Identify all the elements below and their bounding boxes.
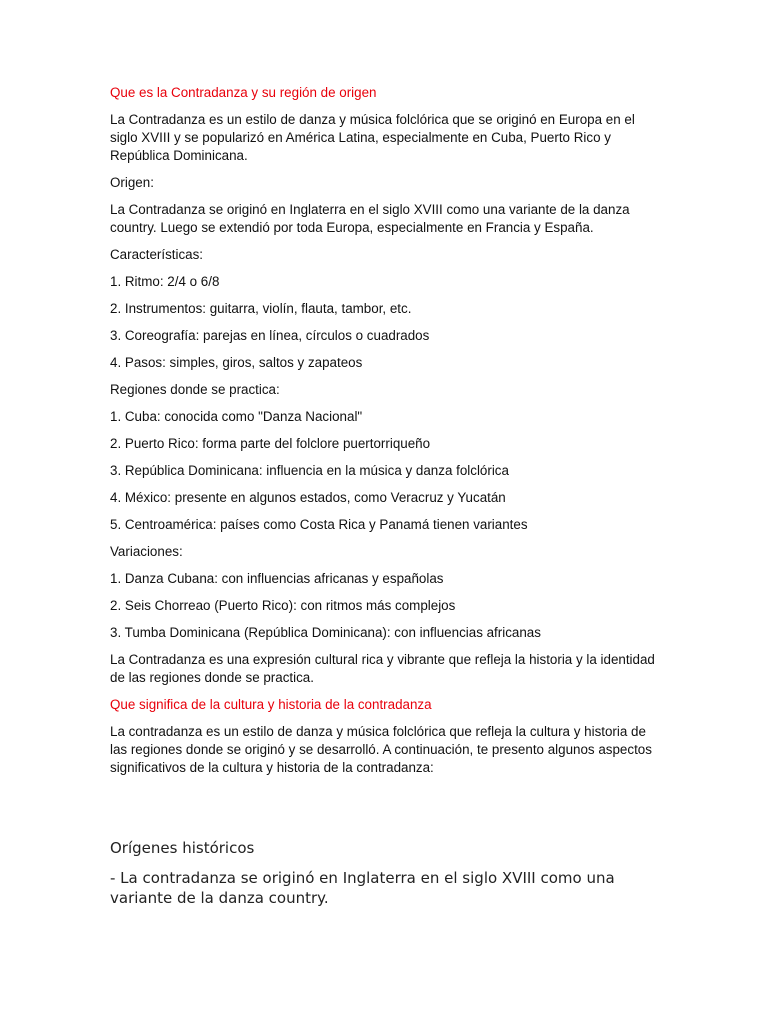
list-item: 1. Cuba: conocida como "Danza Nacional" [110, 409, 363, 424]
regiones-label: Regiones donde se practica: [110, 382, 280, 397]
section-heading-significado: Que significa de la cultura y historia de la contradanza [110, 697, 432, 712]
list-item: 3. Coreografía: parejas en línea, círculos o cuadrados [110, 328, 430, 343]
list-item: 2. Puerto Rico: forma parte del folclore puertorriqueño [110, 436, 431, 451]
intro-paragraph: La Contradanza es un estilo de danza y música folclórica que se originó en Europa en el siglo XVIII y se popularizó en América Latina, especialmente en Cuba, Puerto Rico y República Dominicana. [110, 112, 635, 163]
intro2-paragraph: La contradanza es un estilo de danza y música folclórica que refleja la cultura y historia de las regiones donde se originó y se desarrolló. A continuación, te presento algunos aspectos significativos de la cultura y historia de la contradanza: [110, 724, 652, 775]
list-item: 2. Seis Chorreao (Puerto Rico): con ritmos más complejos [110, 598, 456, 613]
origen-paragraph: La Contradanza se originó en Inglaterra en el siglo XVIII como una variante de la danza country. Luego se extendió por toda Europa, especialmente en Francia y España. [110, 202, 630, 235]
list-item: 5. Centroamérica: países como Costa Rica y Panamá tienen variantes [110, 517, 528, 532]
origen-label: Origen: [110, 175, 154, 190]
origenes-paragraph: - La contradanza se originó en Inglaterra en el siglo XVIII como una variante de la danza country. [110, 869, 615, 907]
variaciones-label: Variaciones: [110, 544, 183, 559]
origenes-heading: Orígenes históricos [110, 839, 255, 857]
list-item: 3. Tumba Dominicana (República Dominicana): con influencias africanas [110, 625, 541, 640]
section-heading-origen: Que es la Contradanza y su región de origen [110, 85, 377, 100]
caracteristicas-label: Características: [110, 247, 204, 262]
list-item: 1. Ritmo: 2/4 o 6/8 [110, 274, 220, 289]
list-item: 1. Danza Cubana: con influencias africanas y españolas [110, 571, 444, 586]
list-item: 4. México: presente en algunos estados, como Veracruz y Yucatán [110, 490, 506, 505]
list-item: 2. Instrumentos: guitarra, violín, flauta, tambor, etc. [110, 301, 412, 316]
list-item: 3. República Dominicana: influencia en la música y danza folclórica [110, 463, 509, 478]
document-body [110, 84, 662, 786]
list-item: 4. Pasos: simples, giros, saltos y zapateos [110, 355, 363, 370]
conclusion-paragraph: La Contradanza es una expresión cultural rica y vibrante que refleja la historia y la identidad de las regiones donde se practica. [110, 652, 655, 685]
